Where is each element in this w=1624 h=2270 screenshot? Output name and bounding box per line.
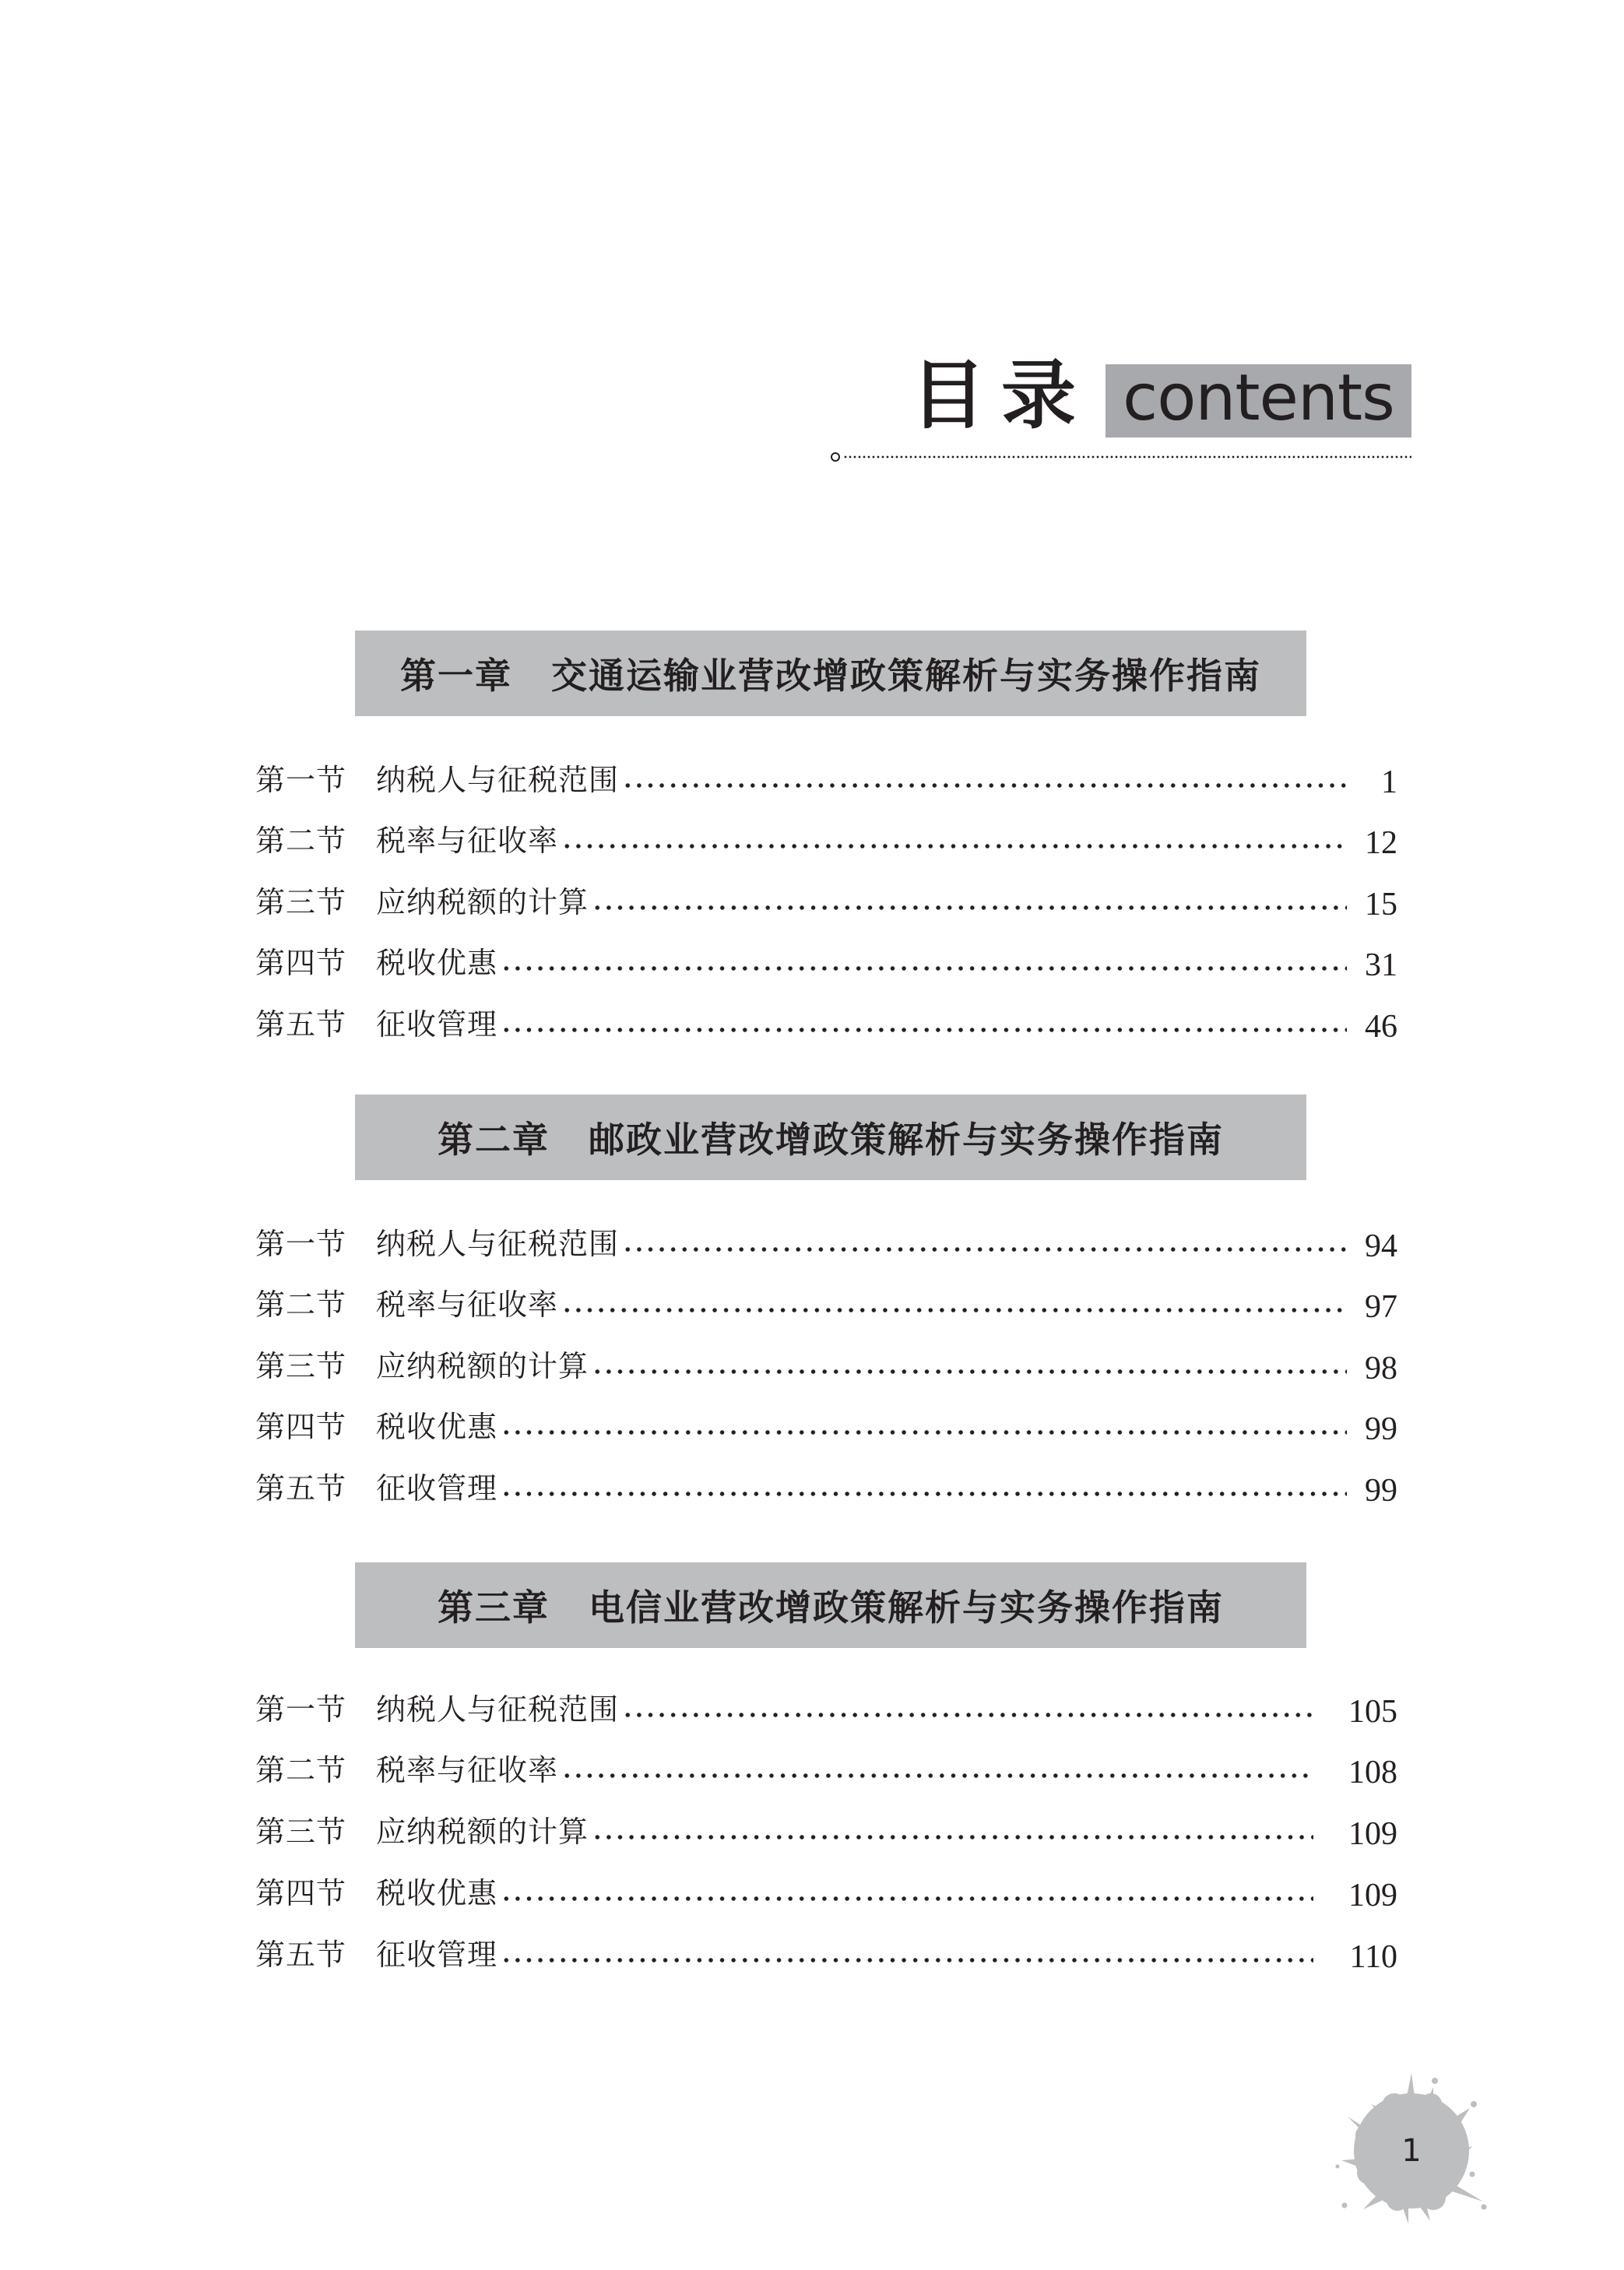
- section-label: 第二节: [255, 824, 347, 858]
- section-label: 第三节: [255, 885, 347, 919]
- page-number: 97: [1365, 1289, 1397, 1325]
- section-label: 第一节: [255, 1227, 347, 1261]
- dot-leader: [622, 782, 1347, 789]
- page-number: 109: [1348, 1878, 1397, 1913]
- section-title: 纳税人与征税范围: [376, 1227, 620, 1261]
- toc-entry[interactable]: [255, 1222, 1397, 1266]
- dot-leader: [622, 1712, 1313, 1718]
- dot-leader: [592, 905, 1347, 911]
- ring-bullet-icon: [831, 452, 840, 462]
- toc-entry[interactable]: [255, 1933, 1397, 1977]
- section-label: 第三节: [255, 1815, 347, 1849]
- toc-entry[interactable]: [255, 1003, 1397, 1046]
- dot-leader: [561, 1307, 1347, 1313]
- section-title: 应纳税额的计算: [376, 1815, 589, 1849]
- toc-entry[interactable]: [255, 758, 1397, 802]
- section-title: 税率与征收率: [376, 1288, 559, 1322]
- toc-entry[interactable]: [255, 1871, 1397, 1915]
- section-title: 税率与征收率: [376, 1753, 559, 1787]
- page-number: 108: [1348, 1755, 1397, 1790]
- section-title: 税收优惠: [376, 1410, 498, 1444]
- toc-entry[interactable]: [255, 941, 1397, 985]
- toc-entry[interactable]: [255, 1405, 1397, 1449]
- toc-entry[interactable]: [255, 1748, 1397, 1792]
- chapter-title: 电信业营改增政策解析与实务操作指南: [589, 1587, 1224, 1629]
- chapter-label: 第一章: [400, 655, 512, 697]
- section-title: 征收管理: [376, 1938, 498, 1972]
- page-number: 15: [1365, 887, 1397, 922]
- section-title: 税率与征收率: [376, 824, 559, 858]
- section-label: 第一节: [255, 763, 347, 797]
- dot-leader: [501, 1491, 1347, 1497]
- toc-entry[interactable]: [255, 819, 1397, 863]
- page-number: 99: [1365, 1411, 1397, 1447]
- page-number: 110: [1349, 1939, 1397, 1975]
- page-number: 31: [1365, 947, 1397, 983]
- toc-entry[interactable]: [255, 1810, 1397, 1854]
- page-number: 46: [1365, 1009, 1397, 1045]
- section-label: 第四节: [255, 946, 347, 980]
- toc-entry[interactable]: [255, 1344, 1397, 1388]
- section-title: 征收管理: [376, 1471, 498, 1506]
- section-title: 纳税人与征税范围: [376, 763, 620, 797]
- dot-leader: [501, 965, 1347, 972]
- dot-leader: [592, 1369, 1347, 1375]
- dot-leader: [501, 1429, 1347, 1435]
- section-title: 税收优惠: [376, 1876, 498, 1910]
- section-title: 税收优惠: [376, 946, 498, 980]
- dot-leader: [622, 1246, 1347, 1253]
- toc-title-chinese: 目录: [911, 352, 1091, 439]
- page-number-badge: [1334, 2073, 1489, 2229]
- toc-entry[interactable]: [255, 1688, 1397, 1731]
- toc-entry[interactable]: [255, 1283, 1397, 1327]
- section-label: 第五节: [255, 1471, 347, 1506]
- dot-leader: [561, 843, 1347, 849]
- section-title: 应纳税额的计算: [376, 885, 589, 919]
- section-label: 第二节: [255, 1288, 347, 1322]
- section-label: 第四节: [255, 1410, 347, 1444]
- page-number: 105: [1348, 1694, 1397, 1730]
- chapter-label: 第二章: [438, 1119, 550, 1161]
- section-title: 纳税人与征税范围: [376, 1692, 620, 1727]
- chapter-heading-1[interactable]: [355, 631, 1306, 716]
- page-number: 12: [1365, 825, 1397, 861]
- dot-leader: [501, 1027, 1347, 1033]
- section-label: 第二节: [255, 1753, 347, 1787]
- section-title: 应纳税额的计算: [376, 1349, 589, 1383]
- dot-leader: [501, 1896, 1313, 1902]
- page-number: 99: [1365, 1473, 1397, 1509]
- toc-title-english: contents: [1123, 361, 1394, 435]
- section-title: 征收管理: [376, 1007, 498, 1042]
- page-number: 94: [1365, 1228, 1397, 1264]
- toc-heading: [911, 349, 1095, 442]
- chapter-heading-3[interactable]: [355, 1562, 1306, 1648]
- section-label: 第四节: [255, 1876, 347, 1910]
- toc-title-english-box: [1106, 361, 1411, 437]
- header-dotted-rule: [831, 452, 1411, 462]
- section-label: 第一节: [255, 1692, 347, 1727]
- toc-entry[interactable]: [255, 1467, 1397, 1510]
- page-number: 98: [1365, 1351, 1397, 1386]
- chapter-heading-2[interactable]: [355, 1095, 1306, 1180]
- dot-leader: [561, 1773, 1313, 1779]
- page-number: 1: [1381, 764, 1397, 800]
- chapter-title: 交通运输业营改增政策解析与实务操作指南: [551, 655, 1261, 697]
- dotted-line: [843, 455, 1411, 459]
- toc-entry[interactable]: [255, 880, 1397, 924]
- section-label: 第三节: [255, 1349, 347, 1383]
- section-label: 第五节: [255, 1938, 347, 1972]
- chapter-title: 邮政业营改增政策解析与实务操作指南: [589, 1119, 1224, 1161]
- page-number: 1: [1401, 2133, 1422, 2169]
- page-number: 109: [1348, 1816, 1397, 1852]
- section-label: 第五节: [255, 1007, 347, 1042]
- chapter-label: 第三章: [438, 1587, 550, 1629]
- dot-leader: [501, 1957, 1313, 1963]
- dot-leader: [592, 1834, 1313, 1840]
